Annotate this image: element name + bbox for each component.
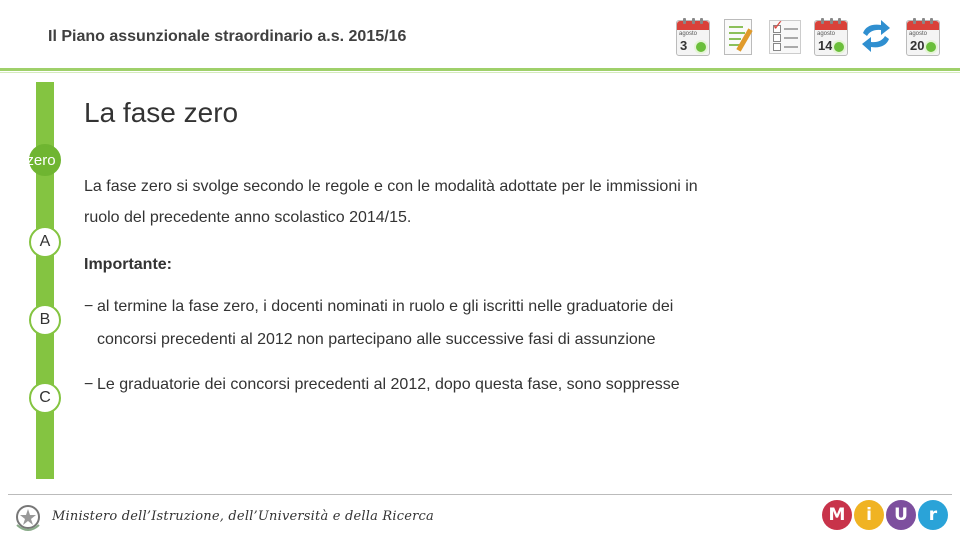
header-divider — [0, 68, 960, 71]
timeline-node-label: A — [39, 233, 51, 250]
bullet-item — [84, 376, 680, 394]
italian-emblem-icon — [14, 503, 42, 533]
paragraph-line: ruolo del precedente anno scolastico 2014/15. — [84, 209, 412, 226]
timeline-node-b[interactable] — [29, 304, 61, 336]
calendar-day: 20 — [910, 38, 925, 53]
calendar-day: 14 — [818, 38, 833, 53]
bullet-dash: − — [84, 376, 94, 393]
clock-icon — [924, 40, 938, 54]
header-divider-light — [0, 72, 960, 73]
clock-icon — [832, 40, 846, 54]
timeline-node-a[interactable] — [29, 226, 61, 258]
timeline-node-label: B — [39, 311, 51, 328]
calendar-month: agosto — [817, 31, 836, 37]
bullet-dash: − — [84, 298, 94, 315]
bullet-text: al termine la fase zero, i docenti nominati in ruolo e gli iscritti nelle graduatorie dei — [97, 298, 674, 315]
ministry-name: Ministero dell’Istruzione, dell’Università e della Ricerca — [52, 509, 434, 524]
paragraph-line: La fase zero si svolge secondo le regole e con le modalità adottate per le immissioni in — [84, 178, 698, 195]
calendar-month: agosto — [909, 31, 928, 37]
document-edit-icon[interactable] — [718, 16, 758, 56]
timeline-bar — [36, 82, 54, 479]
important-label: Importante: — [84, 256, 172, 273]
bullet-item — [84, 298, 673, 316]
clock-icon — [694, 40, 708, 54]
calendar-month: agosto — [679, 31, 698, 37]
miur-logo-letter: i — [854, 500, 884, 530]
miur-logo-letter: r — [918, 500, 948, 530]
footer-divider — [8, 494, 952, 495]
slide-title: La fase zero — [84, 97, 239, 128]
header-icon-bar — [672, 16, 942, 56]
timeline-node-zero[interactable] — [26, 144, 61, 176]
bullet-continuation: concorsi precedenti al 2012 non partecipano alle successive fasi di assunzione — [97, 331, 656, 348]
timeline-node-c[interactable] — [29, 382, 61, 414]
miur-logo-letter: U — [886, 500, 916, 530]
checklist-icon[interactable] — [764, 16, 804, 56]
calendar-agosto-20-icon[interactable] — [902, 16, 942, 56]
refresh-arrows-icon[interactable] — [856, 16, 896, 56]
timeline-node-label: zero — [26, 151, 56, 169]
miur-logo-letter: M — [822, 500, 852, 530]
calendar-day: 3 — [680, 38, 688, 53]
bullet-text: Le graduatorie dei concorsi precedenti al 2012, dopo questa fase, sono soppresse — [97, 376, 680, 393]
calendar-agosto-14-icon[interactable] — [810, 16, 850, 56]
header-title: Il Piano assunzionale straordinario a.s. 2015/16 — [48, 28, 407, 45]
timeline-node-label: C — [39, 389, 51, 406]
miur-logo — [822, 500, 948, 530]
checkmark-icon: ✓ — [772, 17, 784, 33]
calendar-agosto-3-icon[interactable] — [672, 16, 712, 56]
